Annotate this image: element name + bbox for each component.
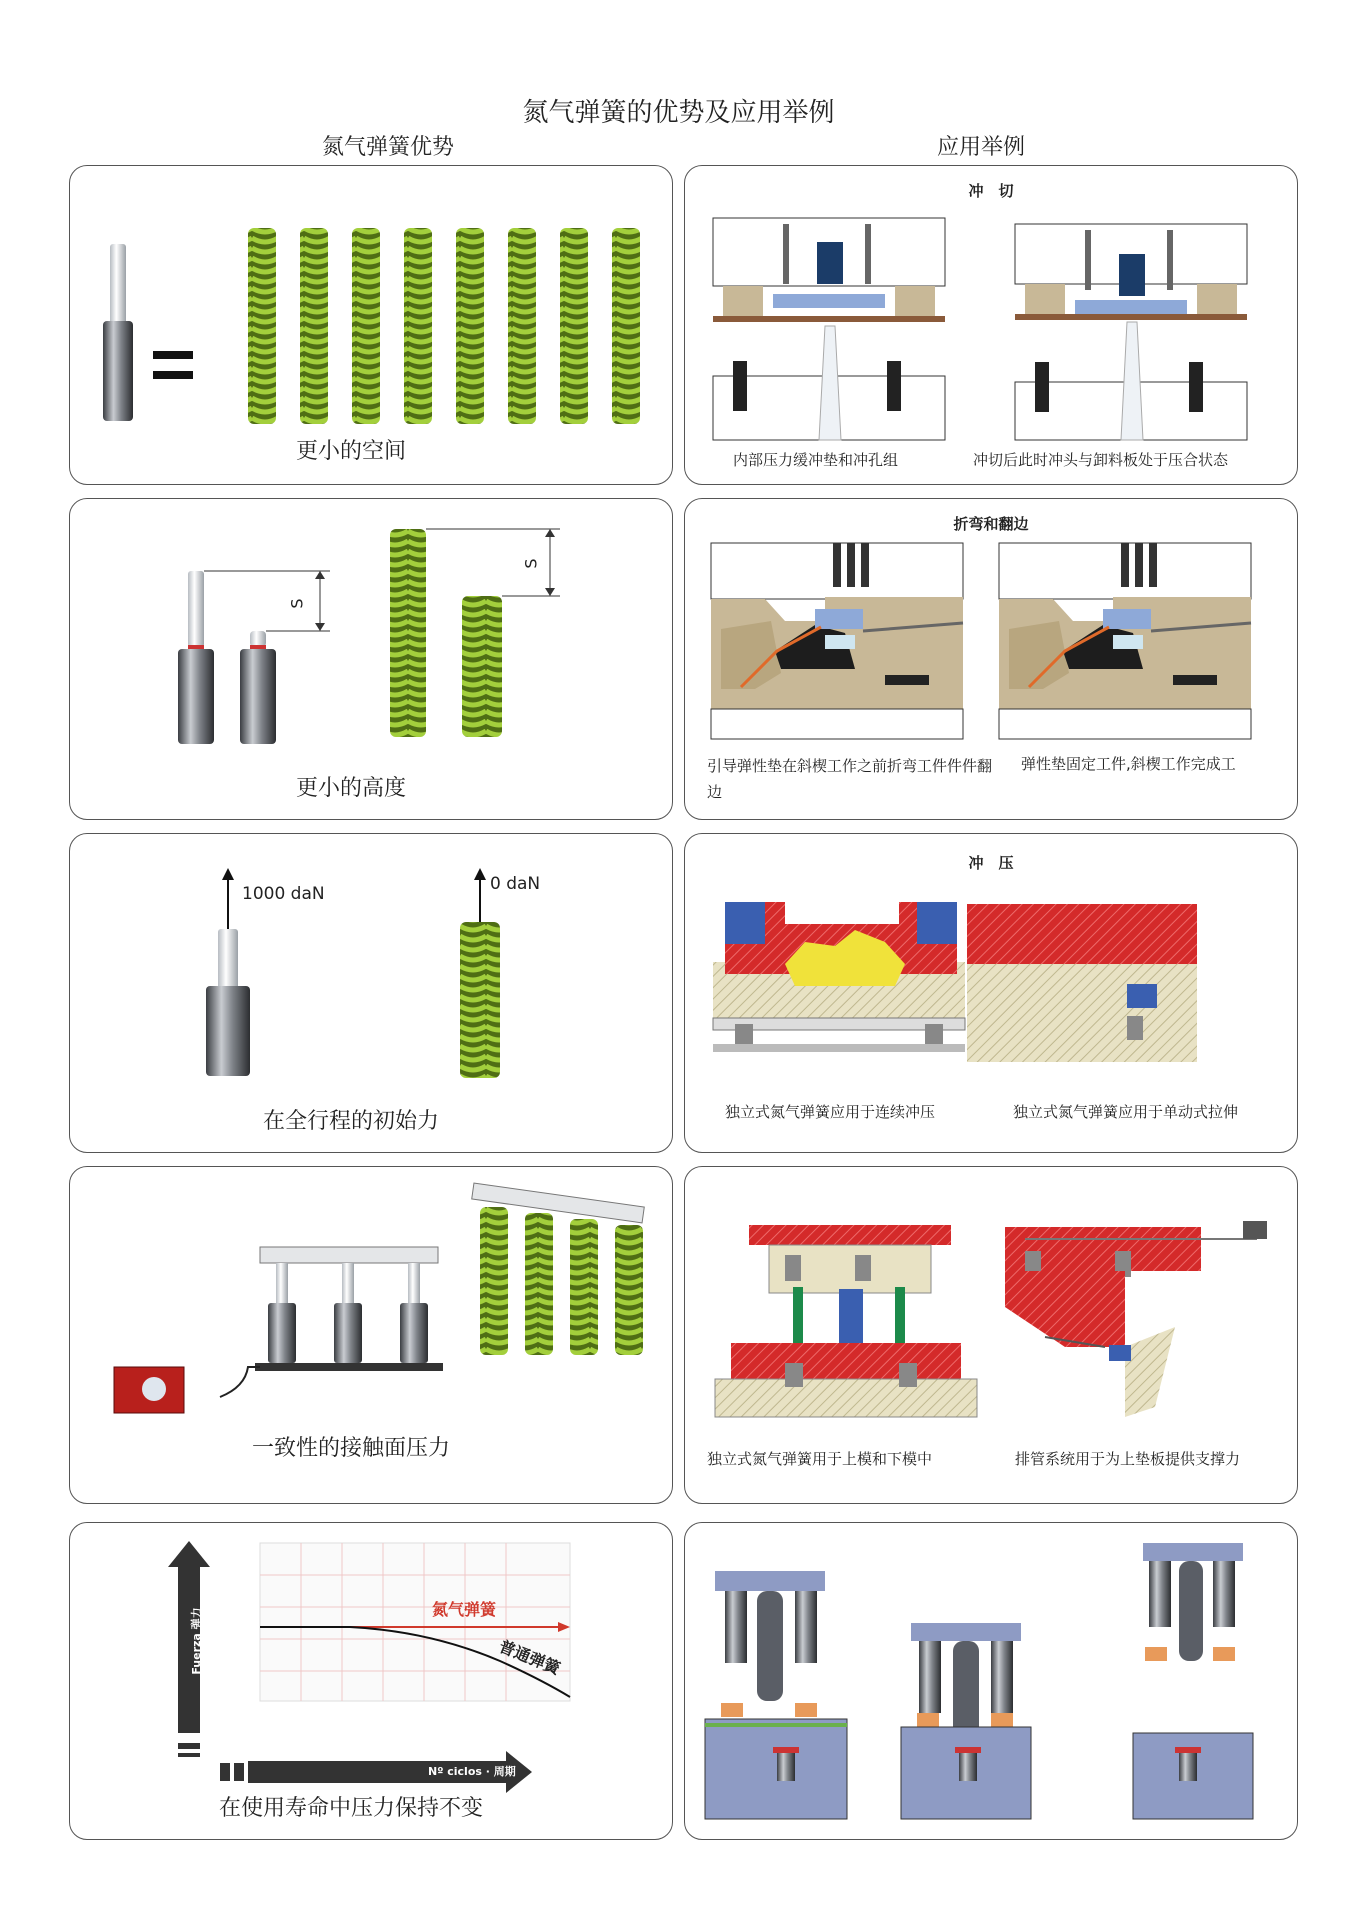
advantage-panel-contact-pressure	[69, 1166, 673, 1504]
application-panel-stamping	[684, 833, 1298, 1153]
application-caption-right: 冲切后此时冲头与卸料板处于压合状态	[973, 451, 1229, 469]
application-caption-right: 排管系统用于为上垫板提供支撑力	[1015, 1450, 1241, 1468]
application-title: 冲 压	[968, 854, 1014, 872]
right-column-header: 应用举例	[937, 135, 1026, 160]
advantage-caption: 在使用寿命中压力保持不变	[218, 1796, 483, 1821]
application-caption-right: 弹性垫固定工件,斜楔工作完成工	[1021, 755, 1236, 773]
application-panel-nitrogen-cylinders	[684, 1522, 1298, 1840]
application-caption-left: 引导弹性垫在斜楔工作之前折弯工件件件翻边	[707, 757, 993, 801]
page-title: 氮气弹簧的优势及应用举例	[522, 98, 835, 128]
advantage-panel-height	[69, 498, 673, 820]
chart-series-gas-label: 氮气弹簧	[432, 1600, 497, 1619]
application-caption-left: 独立式氮气弹簧用于上模和下模中	[707, 1450, 933, 1468]
advantage-caption: 一致性的接触面压力	[251, 1436, 450, 1461]
application-panel-upper-lower-die	[684, 1166, 1298, 1504]
application-title: 冲 切	[968, 182, 1014, 200]
chart-x-axis-label: Nº ciclos · 周期	[428, 1765, 516, 1778]
chart-y-axis-label: Fuerza 弹力	[190, 1607, 203, 1675]
stroke-label-gas: S	[287, 598, 307, 609]
chart-series-coil-label: 普通弹簧	[496, 1636, 563, 1679]
application-caption-left: 独立式氮气弹簧应用于连续冲压	[725, 1103, 936, 1121]
advantage-caption: 在全行程的初始力	[262, 1109, 439, 1134]
advantage-caption: 更小的空间	[295, 439, 406, 464]
application-caption-left: 内部压力缓冲垫和冲孔组	[733, 451, 899, 469]
advantage-panel-initial-force	[69, 833, 673, 1153]
force-label-gas: 1000 daN	[242, 884, 325, 904]
advantage-panel-space	[69, 165, 673, 485]
left-column-header: 氮气弹簧优势	[322, 135, 455, 160]
cutting-die-illustrations	[685, 166, 1298, 485]
advantage-caption: 更小的高度	[295, 776, 406, 801]
cylinder-installation-illustrations	[685, 1523, 1298, 1840]
application-panel-cutting	[684, 165, 1298, 485]
advantage-panel-constant-pressure	[69, 1522, 673, 1840]
force-label-coil: 0 daN	[490, 874, 541, 894]
stroke-label-coil: S	[521, 558, 541, 569]
application-title: 折弯和翻边	[953, 515, 1029, 533]
application-caption-right: 独立式氮气弹簧应用于单动式拉伸	[1013, 1103, 1239, 1121]
application-panel-bending	[684, 498, 1298, 820]
